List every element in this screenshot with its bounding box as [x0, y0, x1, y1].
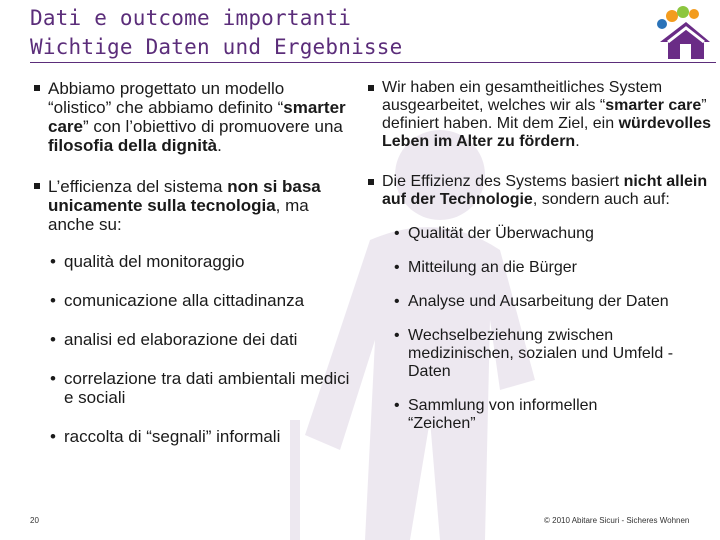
title-german: Wichtige Daten und Ergebnisse [30, 35, 403, 59]
left-paragraph-1: Abbiamo progettato un modello “olistico” che abbiamo definito “smarter care” con l’obiettivo di promuovere una filosofia della dignità. [30, 79, 350, 155]
list-item: • comunicazione alla cittadinanza [48, 291, 348, 310]
list-item: • analisi ed elaborazione dei dati [48, 330, 348, 349]
list-item: • Wechselbeziehung zwischen medizinischen, sozialen und Umfeld -Daten [392, 327, 712, 381]
left-column [30, 79, 350, 446]
list-item: • Qualität der Überwachung [392, 225, 712, 243]
left-list [48, 252, 348, 446]
slide-title [30, 4, 402, 62]
list-item: • correlazione tra dati ambientali medici e sociali [48, 369, 354, 407]
right-paragraph-2: Die Effizienz des Systems basiert nicht allein auf der Technologie, sondern auch auf: [364, 173, 716, 209]
title-italian: Dati e outcome importanti [30, 6, 352, 30]
house-logo-icon [652, 4, 712, 60]
left-paragraph-2: L’efficienza del sistema non si basa unicamente sulla tecnologia, ma anche su: [30, 177, 350, 234]
copyright-notice: © 2010 Abitare Sicuri - Sicheres Wohnen [544, 516, 690, 525]
page-number: 20 [30, 516, 39, 525]
list-item: • raccolta di “segnali” informali [48, 427, 348, 446]
right-paragraph-1: Wir haben ein gesamtheitliches System ausgearbeitet, welches wir als “smarter care” definiert haben. Mit dem Ziel, ein würdevolles Leben im Alter zu fördern. [364, 79, 716, 151]
title-divider [30, 62, 716, 63]
list-item: • Mitteilung an die Bürger [392, 259, 712, 277]
list-item: • Sammlung von informellen “Zeichen” [392, 397, 648, 433]
list-item: • Analyse und Ausarbeitung der Daten [392, 293, 678, 311]
list-item: • qualità del monitoraggio [48, 252, 348, 271]
right-list [392, 225, 712, 433]
right-column [364, 79, 716, 433]
